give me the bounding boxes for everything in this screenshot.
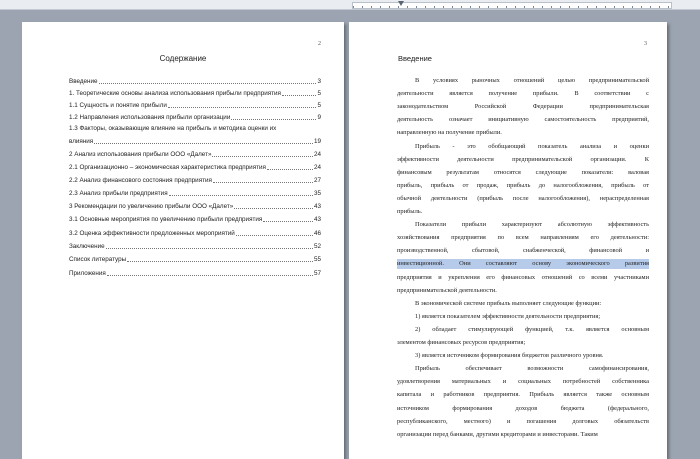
toc-dot-leader: [169, 195, 313, 196]
toc-entry[interactable]: [69, 270, 321, 278]
text-line[interactable]: финансовым результатам относятся следующие показатели: валовая: [397, 168, 649, 176]
text-line[interactable]: капитала и работников предприятия. Прибыль является также основным: [397, 391, 649, 399]
toc-entry[interactable]: [69, 256, 321, 264]
toc-entry[interactable]: [69, 216, 321, 224]
toc-entry-label: 1. Теоретические основы анализа использования прибыли предприятия: [69, 90, 281, 97]
text-line[interactable]: Прибыль - это обобщающий показатель анализа и оценки: [415, 142, 649, 150]
toc-dot-leader: [212, 156, 313, 157]
toc-dot-leader: [263, 221, 313, 222]
toc-entry-label: 3.1 Основные мероприятия по увеличению прибыли предприятия: [69, 216, 263, 223]
text-line[interactable]: производственной, сбытовой, снабженческой, финансовой и: [397, 247, 649, 255]
text-line[interactable]: В условиях рыночных отношений целью предпринимательской: [415, 77, 649, 84]
text-line[interactable]: источником формирования доходов бюджета (федерального,: [397, 404, 649, 412]
text-line[interactable]: предприятия и укрепления его финансовых отношений со всеми участниками: [397, 273, 649, 281]
toc-entry-label: 3 Рекомендации по увеличению прибыли ООО «Далет»: [69, 203, 234, 210]
toc-dot-leader: [94, 143, 313, 144]
toc-entry-label: 2.3 Анализ прибыли предприятия: [69, 190, 168, 197]
toc-entry-page: 35: [313, 190, 321, 197]
page-2: [22, 22, 344, 459]
toc-entry[interactable]: [69, 90, 321, 98]
toc-entry-page: 3: [317, 78, 321, 85]
text-line[interactable]: предпринимательской деятельности.: [397, 286, 497, 294]
text-line[interactable]: организации перед банками, другими кредиторами и инвесторами. Таким: [397, 430, 598, 438]
toc-entry[interactable]: [69, 230, 321, 238]
toc-title: Содержание: [159, 54, 207, 63]
text-line[interactable]: элементом финансовых ресурсов предприятия;: [397, 339, 526, 346]
toc-entry[interactable]: [69, 102, 321, 110]
toc-entry-page: 52: [313, 243, 321, 250]
toc-dot-leader: [282, 95, 317, 96]
text-line[interactable]: удовлетворения материальных и социальных потребностей собственника: [397, 378, 649, 386]
text-line[interactable]: 3) является источником формирования бюджетов различного уровня.: [415, 352, 604, 360]
text-line[interactable]: законодательством Российской Федерации предпринимательская: [397, 103, 649, 111]
toc-entry-label: 2 Анализ использования прибыли ООО «Далет»: [69, 151, 212, 158]
toc-entry[interactable]: [69, 114, 321, 122]
toc-dot-leader: [107, 275, 313, 276]
toc-entry-page: 46: [313, 230, 321, 237]
toc-entry[interactable]: [69, 190, 321, 198]
horizontal-ruler[interactable]: [0, 0, 700, 10]
text-line[interactable]: инвестиционной. Они составляют основу экономического развития: [397, 260, 649, 268]
toc-entry-label: Введение: [69, 78, 98, 85]
text-line[interactable]: Прибыль обеспечивает возможности самофинансирования,: [415, 365, 649, 373]
section-heading: Введение: [398, 54, 432, 63]
toc-entry-label: 1.1 Сущность и понятие прибыли: [69, 102, 167, 109]
toc-entry-label: Приложения: [69, 270, 106, 277]
toc-dot-leader: [267, 169, 313, 170]
toc-entry-page: 27: [313, 177, 321, 184]
toc-entry[interactable]: [69, 243, 321, 251]
toc-entry-page: 43: [313, 216, 321, 223]
toc-entry-page: 5: [317, 102, 321, 109]
text-line[interactable]: В экономической системе прибыль выполняет следующие функции:: [415, 299, 602, 307]
page-number: 2: [318, 41, 321, 47]
text-line[interactable]: республиканского, местного) и погашения долговых обязательств: [397, 417, 649, 425]
page-3: [349, 22, 667, 459]
toc-entry-page: 19: [313, 138, 321, 145]
toc-entry[interactable]: [69, 138, 321, 146]
indent-marker[interactable]: [398, 1, 404, 6]
toc-entry-page: 5: [317, 90, 321, 97]
toc-dot-leader: [234, 208, 313, 209]
toc-entry-label: Заключение: [69, 243, 105, 250]
toc-dot-leader: [127, 261, 313, 262]
text-line[interactable]: хозяйствования предприятия по всем направлениям его деятельности:: [397, 234, 649, 242]
text-line[interactable]: эффективности деятельности предпринимательской организации. К: [397, 155, 649, 163]
text-line[interactable]: направленную на получение прибыли.: [397, 129, 502, 137]
toc-entry-page: 43: [313, 203, 321, 210]
toc-entry-page: 24: [313, 151, 321, 158]
toc-entry[interactable]: [69, 164, 321, 172]
toc-entry[interactable]: [69, 203, 321, 211]
toc-entry-label: 3.2 Оценка эффективности предложенных мероприятий: [69, 230, 235, 237]
toc-dot-leader: [236, 235, 313, 236]
toc-entry-label: Список литературы: [69, 256, 127, 263]
toc-entry-label: 2.1 Организационно – экономическая характеристика предприятия: [69, 164, 266, 171]
toc-entry[interactable]: 1.3 Факторы, оказывающие влияние на прибыль и методика оценки их: [69, 125, 277, 132]
text-line[interactable]: прибыль.: [397, 208, 423, 215]
toc-entry-label: влияния: [69, 138, 94, 145]
toc-dot-leader: [168, 107, 317, 108]
toc-entry-page: 24: [313, 164, 321, 171]
toc-dot-leader: [213, 182, 313, 183]
toc-entry[interactable]: [69, 151, 321, 159]
text-line[interactable]: деятельности является получение прибыли. В соответствии с: [397, 90, 649, 98]
text-line[interactable]: обычной деятельности (прибыль после налогообложения), нераспределенная: [397, 194, 649, 202]
toc-entry-label: 1.2 Направления использования прибыли организации: [69, 114, 231, 121]
toc-entry[interactable]: [69, 177, 321, 185]
toc-entry-page: 57: [313, 270, 321, 277]
text-line[interactable]: 1) является показателем эффективности деятельности предприятия;: [415, 312, 601, 320]
toc-entry-page: 9: [317, 114, 321, 121]
toc-dot-leader: [99, 83, 317, 84]
text-line[interactable]: 2) обладает стимулирующей функцией, т.к. является основным: [415, 325, 649, 333]
toc-entry-page: 55: [313, 256, 321, 263]
toc-dot-leader: [231, 119, 316, 120]
toc-entry-label: 2.2 Анализ финансового состояния предприятия: [69, 177, 212, 184]
page-number: 3: [644, 41, 647, 47]
text-line[interactable]: прибыль, прибыль от продаж, прибыль до налогообложения, прибыль от: [397, 181, 649, 189]
text-line[interactable]: деятельность означает инициативную самостоятельность предприятий,: [397, 116, 649, 124]
toc-dot-leader: [106, 248, 313, 249]
text-line[interactable]: Показатели прибыли характеризуют абсолютную эффективность: [415, 221, 649, 229]
toc-entry[interactable]: [69, 78, 321, 86]
